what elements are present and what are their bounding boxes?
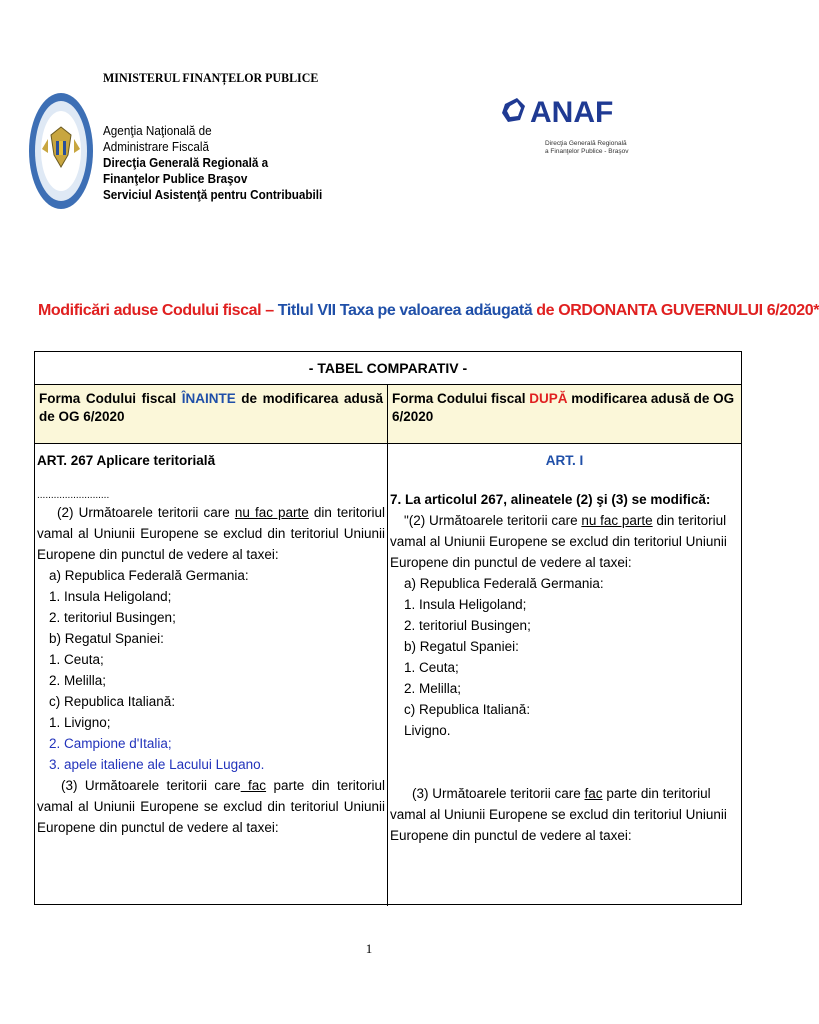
ministry-heading: MINISTERUL FINANȚELOR PUBLICE bbox=[103, 70, 319, 85]
left-item-b1: 1. Ceuta; bbox=[49, 652, 104, 667]
left-item-c3: 3. apele italiene ale Lacului Lugano. bbox=[49, 757, 265, 772]
anaf-subtitle-1: Direcţia Generală Regională bbox=[545, 140, 627, 147]
left-paragraph-2: (2) Următoarele teritorii care nu fac parte din teritoriul vamal al Uniunii Europene se exclud din teritoriul Uniunii Europene din punctul de vedere al taxei: bbox=[37, 505, 385, 562]
right-item-b2: 2. Melilla; bbox=[404, 681, 462, 696]
right-item-b1: 1. Ceuta; bbox=[404, 660, 459, 675]
left-item-b2: 2. Melilla; bbox=[49, 673, 107, 688]
right-item-b: b) Regatul Spaniei: bbox=[404, 639, 519, 654]
right-paragraph-2: "(2) Următoarele teritorii care nu fac parte din teritoriul vamal al Uniunii Europene se exclud din teritoriul Uniunii Europene din punctul de vedere al taxei: bbox=[390, 513, 727, 570]
right-item-a1: 1. Insula Heligoland; bbox=[404, 597, 527, 612]
left-item-b: b) Regatul Spaniei: bbox=[49, 631, 164, 646]
left-item-a: a) Republica Federală Germania: bbox=[49, 568, 249, 583]
right-item-a: a) Republica Federală Germania: bbox=[404, 576, 604, 591]
left-article-title: ART. 267 Aplicare teritorială bbox=[37, 453, 216, 468]
ministry-seal-logo bbox=[28, 91, 94, 211]
comparative-table bbox=[34, 351, 742, 905]
right-paragraph-3: (3) Următoarele teritorii care fac parte din teritoriul vamal al Uniunii Europene se exclud din teritoriul Uniunii Europene din punctul de vedere al taxei: bbox=[390, 786, 727, 843]
left-item-c2: 2. Campione d'Italia; bbox=[49, 736, 172, 751]
direction-line-2: Finanţelor Publice Braşov bbox=[103, 171, 248, 186]
left-paragraph-3: (3) Următoarele teritorii care fac parte din teritoriul vamal al Uniunii Europene se exclud din teritoriul Uniunii Europene din punctul de vedere al taxei: bbox=[37, 778, 385, 835]
right-column-heading: Forma Codului fiscal DUPĂ modificarea adusă de OG 6/2020 bbox=[392, 391, 735, 424]
right-item-c: c) Republica Italiană: bbox=[404, 702, 531, 717]
left-item-c: c) Republica Italiană: bbox=[49, 694, 176, 709]
right-article-title: ART. I bbox=[545, 453, 584, 468]
right-point-7: 7. La articolul 267, alineatele (2) şi (3) se modifică: bbox=[390, 492, 711, 507]
anaf-subtitle-2: a Finanţelor Publice - Braşov bbox=[545, 148, 629, 155]
left-item-a1: 1. Insula Heligoland; bbox=[49, 589, 172, 604]
table-heading: - TABEL COMPARATIV - bbox=[35, 352, 741, 385]
svg-text:ANAF: ANAF bbox=[530, 96, 614, 129]
right-item-a2: 2. teritoriul Busingen; bbox=[404, 618, 531, 633]
right-item-c1: Livigno. bbox=[404, 723, 451, 738]
document-title: Modificări aduse Codului fiscal – Titlul VII Taxa pe valoarea adăugată de ORDONANTA GUVERNULUI 6/2020* bbox=[38, 302, 819, 319]
agency-line-2: Administrare Fiscală bbox=[103, 139, 209, 154]
left-ellipsis: .......................... bbox=[37, 490, 110, 501]
page-number: 1 bbox=[365, 941, 373, 956]
direction-line-1: Direcţia Generală Regională a bbox=[103, 155, 269, 170]
right-column-body bbox=[388, 444, 741, 906]
left-item-c1: 1. Livigno; bbox=[49, 715, 111, 730]
agency-line-1: Agenţia Naţională de bbox=[103, 123, 212, 138]
service-line: Serviciul Asistenţă pentru Contribuabili bbox=[103, 187, 323, 202]
left-column-heading: Forma Codului fiscal ÎNAINTE de modificarea adusă de OG 6/2020 bbox=[35, 385, 388, 443]
left-item-a2: 2. teritoriul Busingen; bbox=[49, 610, 176, 625]
left-column-body bbox=[35, 444, 388, 906]
